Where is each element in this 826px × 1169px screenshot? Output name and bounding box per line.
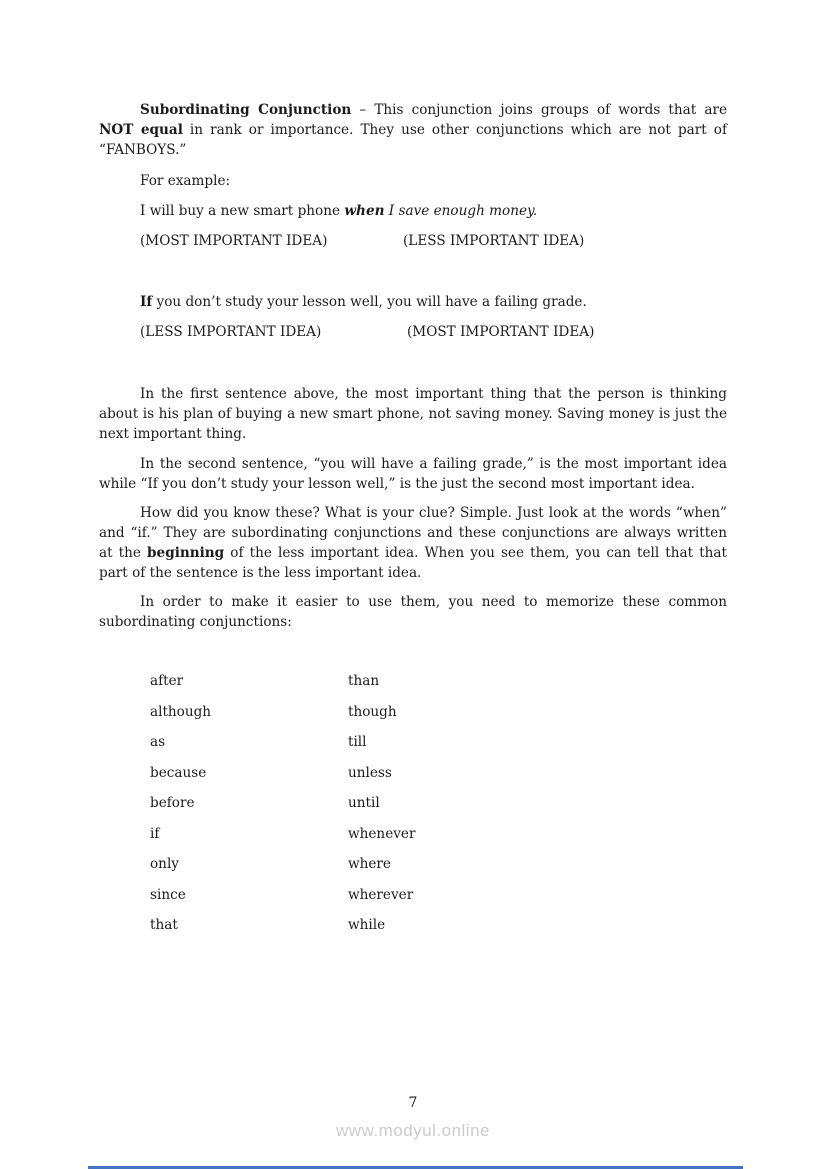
example-sentence-1	[99, 201, 727, 221]
paragraph-first-sentence-explanation	[99, 384, 727, 444]
label-most-important-idea: (MOST IMPORTANT IDEA)	[407, 324, 595, 340]
paragraph-second-sentence-explanation	[99, 454, 727, 494]
label-less-important-idea: (LESS IMPORTANT IDEA)	[403, 233, 585, 249]
conjunction-item: unless	[348, 764, 392, 781]
example-sentence-2	[99, 292, 727, 312]
text-segment: beginning	[147, 545, 225, 561]
for-example-label: For example:	[140, 173, 231, 189]
conjunction-item: because	[150, 764, 207, 781]
conjunction-item: than	[348, 673, 380, 689]
conjunction-item: before	[150, 795, 195, 811]
conjunction-row	[150, 732, 727, 763]
watermark-text: www.modyul.online	[335, 1121, 490, 1140]
text-segment: In the second sentence, “you will have a failing grade,” is the most important idea while “If you don’t study your lesson well,” is the just the second most important idea.	[99, 456, 727, 492]
text-segment: Subordinating Conjunction	[140, 102, 352, 118]
text-segment: in rank or importance. They use other conjunctions which are not part of “FANBOYS.”	[99, 122, 728, 158]
label-most-important-idea: (MOST IMPORTANT IDEA)	[140, 233, 328, 249]
label-less-important-idea: (LESS IMPORTANT IDEA)	[140, 324, 322, 340]
conjunction-item: though	[348, 703, 397, 720]
text-segment: I will buy a new smart phone	[140, 203, 345, 219]
text-segment: In the first sentence above, the most important thing that the person is thinking about is his plan of buying a new smart phone, not saving money. Saving money is just the next important thing.	[99, 386, 727, 442]
importance-labels-row-1	[99, 231, 727, 251]
conjunction-row	[150, 671, 727, 702]
paragraph-memorize-intro	[99, 592, 727, 632]
importance-labels-row-2	[99, 322, 727, 342]
text-segment: – This conjunction joins groups of words that are	[351, 102, 727, 118]
conjunction-row	[150, 824, 727, 855]
conjunction-item: that	[150, 917, 178, 933]
text-segment: NOT equal	[99, 122, 183, 138]
page-number: 7	[408, 1095, 418, 1111]
text-segment: How did you know these? What is your clue? Simple. Just look at the words “when” and “if.” They are subordinating conjunctions and these conjunctions are always written at the	[99, 505, 727, 561]
page-content	[99, 100, 727, 946]
conjunction-list	[150, 671, 727, 946]
conjunction-item: while	[348, 917, 386, 933]
conjunction-row	[150, 885, 727, 916]
conjunction-row	[150, 915, 727, 946]
conjunction-item: until	[348, 795, 380, 811]
text-segment: you don’t study your lesson well, you will have a failing grade.	[152, 294, 587, 310]
conjunction-item: after	[150, 673, 184, 689]
conjunction-item: only	[150, 856, 179, 872]
paragraph-subordinating-definition	[99, 100, 727, 160]
conjunction-item: wherever	[348, 886, 414, 903]
conjunction-item: till	[348, 734, 367, 750]
conjunction-row	[150, 793, 727, 824]
conjunction-item: if	[150, 825, 160, 842]
text-segment: when	[344, 203, 385, 219]
text-segment: In order to make it easier to use them, you need to memorize these common subordinating conjunctions:	[99, 594, 727, 630]
conjunction-row	[150, 763, 727, 794]
conjunction-row	[150, 854, 727, 885]
conjunction-item: although	[150, 703, 212, 720]
conjunction-row	[150, 702, 727, 733]
conjunction-item: whenever	[348, 825, 416, 842]
text-segment: I save enough money.	[384, 203, 538, 219]
conjunction-item: where	[348, 856, 391, 872]
text-segment: of the less important idea. When you see them, you can tell that that part of the sentence is the less important idea.	[99, 545, 727, 581]
paragraph-clue-explanation	[99, 503, 727, 583]
text-segment: If	[140, 294, 153, 310]
conjunction-item: as	[150, 734, 166, 750]
conjunction-item: since	[150, 886, 186, 903]
